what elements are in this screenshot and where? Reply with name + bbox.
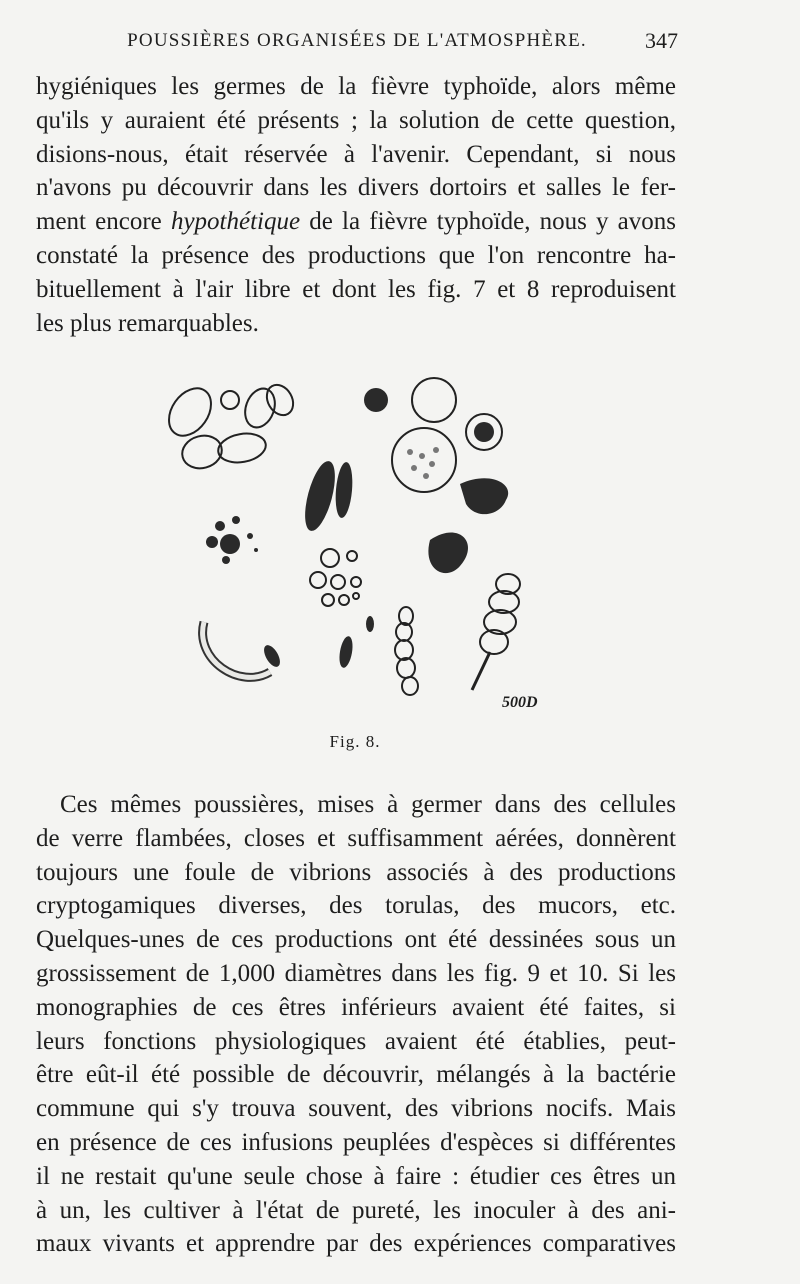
running-head: POUSSIÈRES ORGANISÉES DE L'ATMOSPHÈRE. (127, 30, 587, 51)
text-line: il ne restait qu'une seule chose à faire : étudier ces êtres un (36, 1162, 676, 1190)
text-line: Quelques-unes de ces productions ont été dessinées sous un (36, 926, 676, 954)
text-line: leurs fonctions physiologiques avaient été établies, peut- (36, 1027, 676, 1055)
text-line: Ces mêmes poussières, mises à germer dans des cellules (60, 791, 676, 818)
text-line: n'avons pu découvrir dans les divers dortoirs et salles le fer- (36, 174, 676, 202)
text-fragment: de la fièvre typhoïde, nous y avons (309, 208, 677, 236)
italic-word: hypothétique (170, 208, 301, 236)
paragraph-2 (36, 788, 676, 1261)
micro-organisms-drawing (160, 360, 560, 720)
text-line: de verre flambées, closes et suffisamment aérées, donnèrent (36, 824, 676, 852)
text-line: commune qui s'y trouva souvent, des vibrions nocifs. Mais (36, 1095, 676, 1123)
figure-caption: Fig. 8. (329, 732, 381, 751)
text-line: qu'ils y auraient été présents ; la solution de cette question, (36, 106, 676, 134)
figure-8-illustration (160, 360, 560, 720)
text-line: constaté la présence des productions que l'on rencontre ha- (36, 241, 676, 269)
text-line: grossissement de 1,000 diamètres dans les fig. 9 et 10. Si les (36, 959, 676, 987)
text-line: à un, les cultiver à l'état de pureté, les inoculer à des ani- (36, 1196, 676, 1224)
text-line: maux vivants et apprendre par des expériences comparatives (36, 1230, 676, 1258)
text-line: toujours une foule de vibrions associés à des productions (36, 858, 676, 886)
text-line: hygiéniques les germes de la fièvre typhoïde, alors même (36, 73, 676, 100)
paragraph-1 (36, 70, 676, 340)
scale-label: 500D (502, 694, 538, 711)
text-line: les plus remarquables. (36, 309, 259, 337)
text-line-with-italic (36, 205, 676, 239)
text-line: être eût-il été possible de découvrir, mélangés à la bactérie (36, 1061, 676, 1089)
text-line: en présence de ces infusions peuplées d'espèces si différentes (36, 1128, 676, 1156)
page-number: 347 (645, 28, 678, 53)
text-line: bituellement à l'air libre et dont les fig. 7 et 8 reproduisent (36, 275, 676, 303)
text-fragment: ment encore (36, 208, 162, 236)
text-line: cryptogamiques diverses, des torulas, des mucors, etc. (36, 892, 676, 920)
text-line: disions-nous, était réservée à l'avenir. Cependant, si nous (36, 140, 676, 168)
text-line: monographies de ces êtres inférieurs avaient été faites, si (36, 993, 676, 1021)
